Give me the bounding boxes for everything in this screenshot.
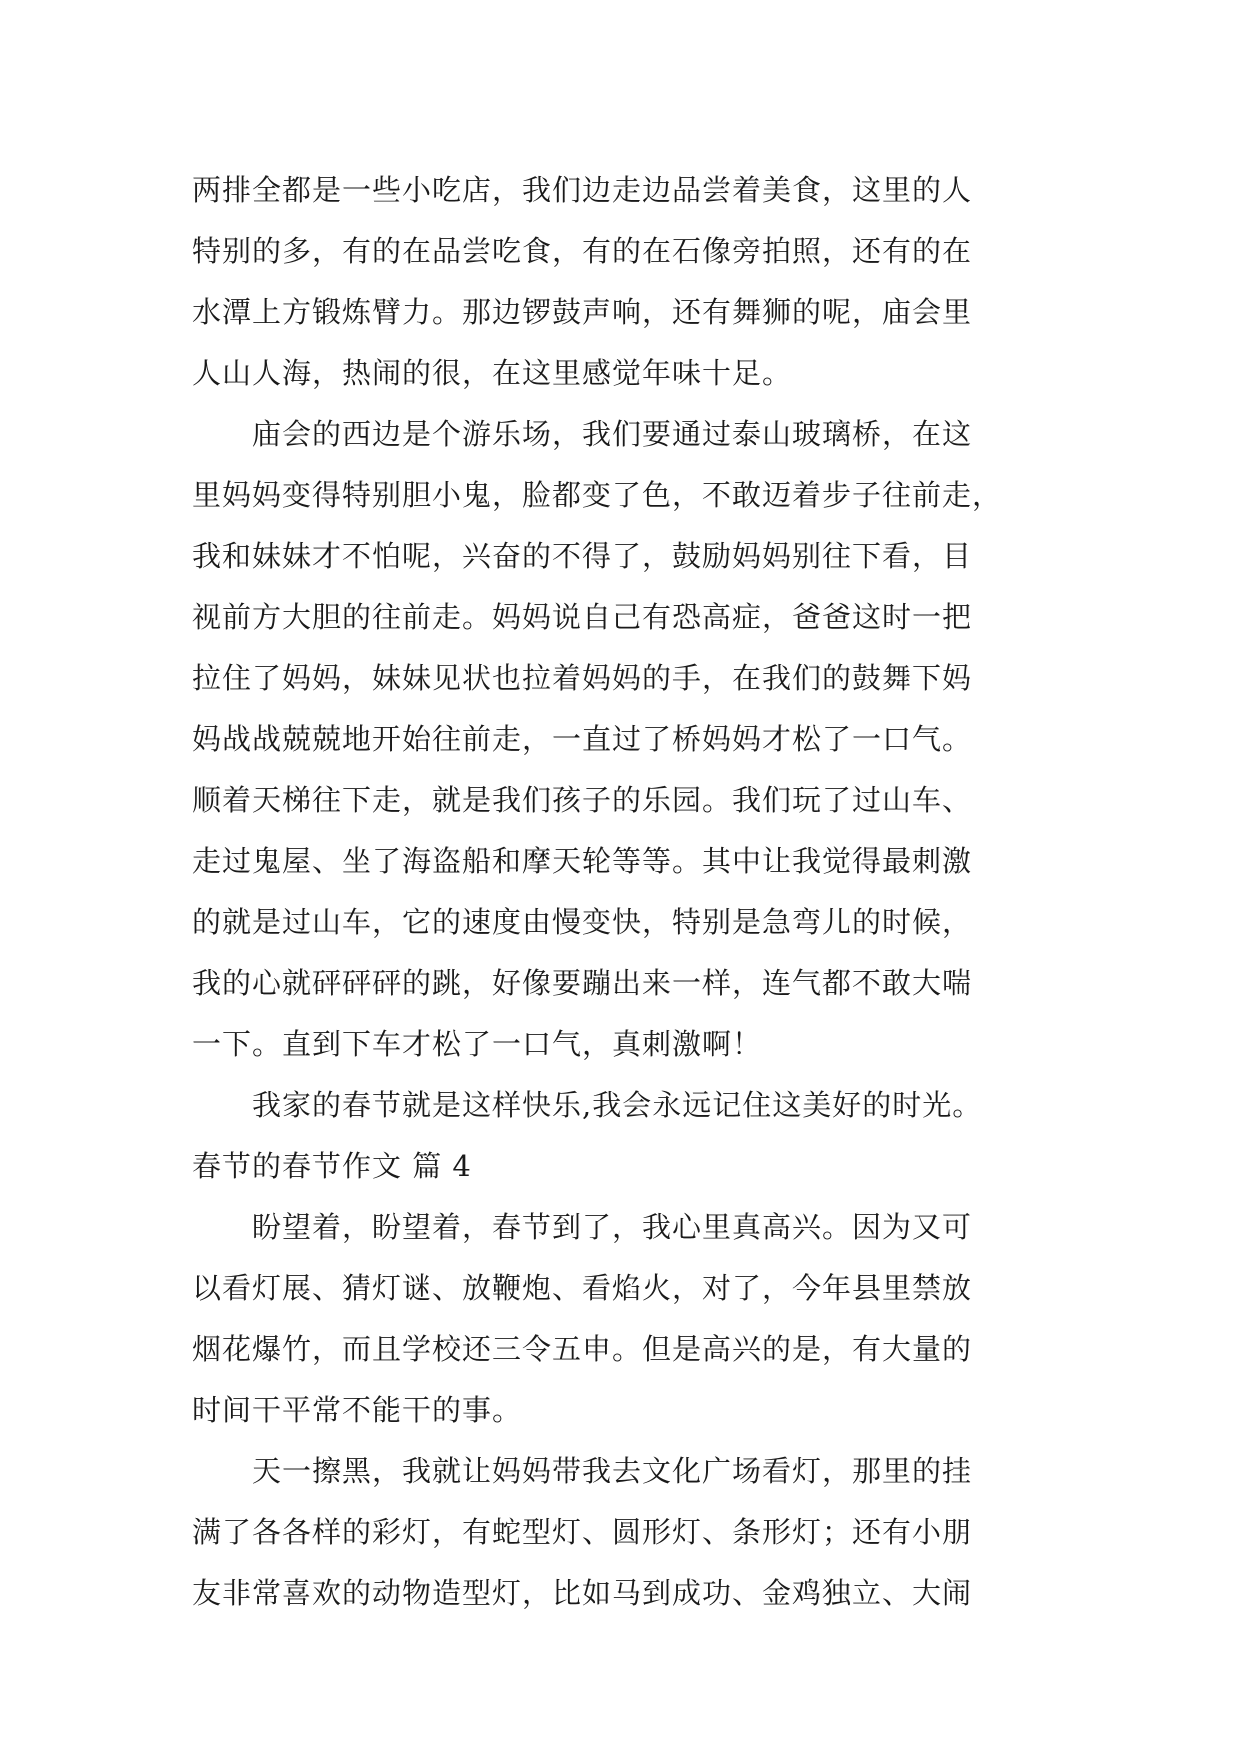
text-line: 友非常喜欢的动物造型灯，比如马到成功、金鸡独立、大闹 — [192, 1576, 973, 1610]
text-line: 两排全都是一些小吃店，我们边走边品尝着美食，这里的人 — [192, 173, 973, 207]
text-line: 特别的多，有的在品尝吃食，有的在石像旁拍照，还有的在 — [192, 234, 973, 268]
paragraph-first-line: 庙会的西边是个游乐场，我们要通过泰山玻璃桥，在这 — [252, 417, 973, 451]
text-line: 的就是过山车，它的速度由慢变快，特别是急弯儿的时候， — [192, 905, 973, 939]
text-line: 里妈妈变得特别胆小鬼，脸都变了色，不敢迈着步子往前走， — [192, 478, 1003, 512]
text-line: 视前方大胆的往前走。妈妈说自己有恐高症，爸爸这时一把 — [192, 600, 973, 634]
text-line: 拉住了妈妈，妹妹见状也拉着妈妈的手，在我们的鼓舞下妈 — [192, 661, 973, 695]
paragraph-first-line: 天一擦黑，我就让妈妈带我去文化广场看灯，那里的挂 — [252, 1454, 973, 1488]
text-line: 顺着天梯往下走，就是我们孩子的乐园。我们玩了过山车、 — [192, 783, 973, 817]
text-line: 妈战战兢兢地开始往前走，一直过了桥妈妈才松了一口气。 — [192, 722, 973, 756]
text-line: 烟花爆竹，而且学校还三令五申。但是高兴的是，有大量的 — [192, 1332, 973, 1366]
text-line: 走过鬼屋、坐了海盗船和摩天轮等等。其中让我觉得最刺激 — [192, 844, 973, 878]
paragraph-first-line: 我家的春节就是这样快乐,我会永远记住这美好的时光。 — [252, 1088, 983, 1122]
text-line: 水潭上方锻炼臂力。那边锣鼓声响，还有舞狮的呢，庙会里 — [192, 295, 973, 329]
text-line: 人山人海，热闹的很，在这里感觉年味十足。 — [192, 356, 793, 390]
essay-body — [192, 160, 1072, 1624]
text-line: 满了各各样的彩灯，有蛇型灯、圆形灯、条形灯；还有小朋 — [192, 1515, 973, 1549]
text-line: 我和妹妹才不怕呢，兴奋的不得了，鼓励妈妈别往下看，目 — [192, 539, 973, 573]
text-line: 一下。直到下车才松了一口气，真刺激啊！ — [192, 1027, 763, 1061]
section-heading: 春节的春节作文 篇 4 — [192, 1149, 472, 1183]
text-line: 我的心就砰砰砰的跳，好像要蹦出来一样，连气都不敢大喘 — [192, 966, 973, 1000]
paragraph-first-line: 盼望着，盼望着，春节到了，我心里真高兴。因为又可 — [252, 1210, 973, 1244]
text-line: 时间干平常不能干的事。 — [192, 1393, 523, 1427]
text-line: 以看灯展、猜灯谜、放鞭炮、看焰火，对了，今年县里禁放 — [192, 1271, 973, 1305]
